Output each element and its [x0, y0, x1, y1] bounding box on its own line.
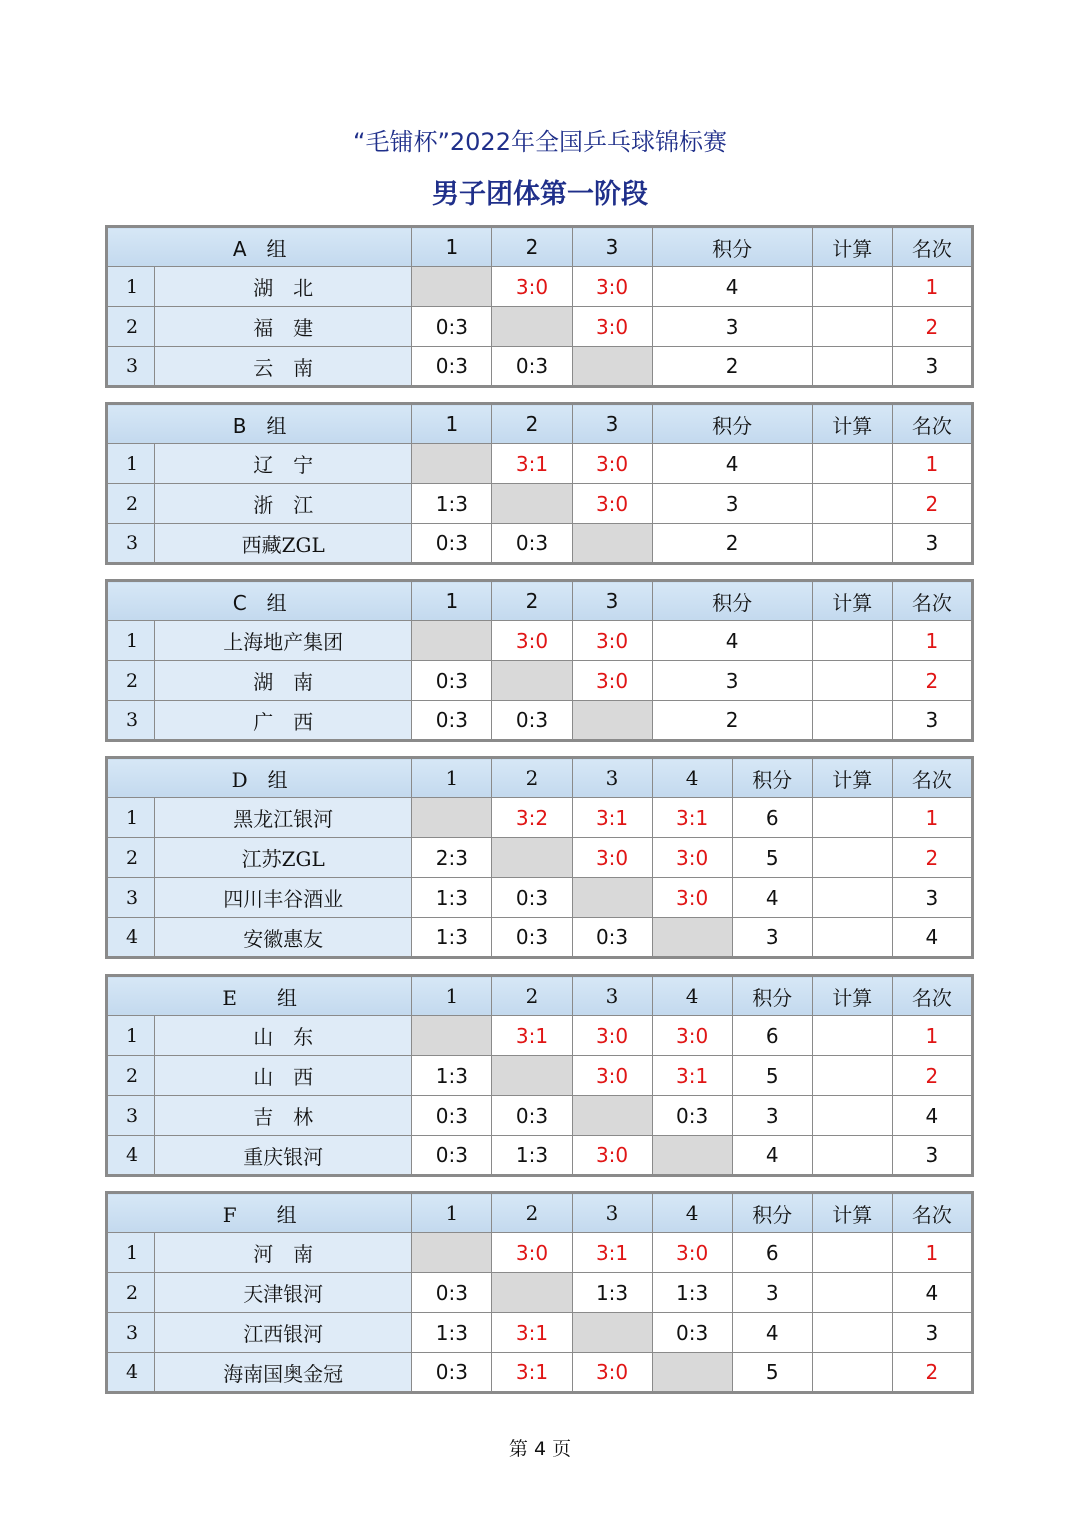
calc-value — [812, 1313, 892, 1353]
self-match-cell — [492, 838, 572, 878]
header-opponent-2: 2 — [492, 404, 572, 444]
header-opponent-3: 3 — [572, 227, 652, 267]
table-row — [107, 1313, 973, 1353]
points-value: 2 — [652, 347, 812, 387]
calc-value — [812, 1016, 892, 1056]
self-match-cell — [492, 1273, 572, 1313]
points-value: 4 — [732, 1313, 812, 1353]
match-score: 3:1 — [492, 1313, 572, 1353]
team-name: 福 建 — [155, 307, 412, 347]
header-opponent-1: 1 — [412, 976, 492, 1016]
match-score: 1:3 — [652, 1273, 732, 1313]
match-score: 1:3 — [412, 918, 492, 958]
calc-value — [812, 484, 892, 524]
header-opponent-3: 3 — [572, 1193, 652, 1233]
match-score: 0:3 — [412, 1353, 492, 1393]
points-value: 2 — [652, 701, 812, 741]
team-name: 西藏ZGL — [155, 524, 412, 564]
team-name: 江苏ZGL — [155, 838, 412, 878]
self-match-cell — [572, 347, 652, 387]
calc-value — [812, 1096, 892, 1136]
rank-value: 3 — [892, 347, 972, 387]
calc-value — [812, 347, 892, 387]
header-points: 积分 — [732, 1193, 812, 1233]
calc-value — [812, 444, 892, 484]
self-match-cell — [492, 661, 572, 701]
rank-value: 3 — [892, 701, 972, 741]
group-name: E 组 — [107, 976, 412, 1016]
seed-number: 1 — [107, 798, 155, 838]
calc-value — [812, 1353, 892, 1393]
table-row — [107, 444, 973, 484]
header-points: 积分 — [652, 227, 812, 267]
match-score: 1:3 — [412, 1056, 492, 1096]
match-score: 0:3 — [492, 524, 572, 564]
points-value: 3 — [732, 1273, 812, 1313]
match-score: 3:0 — [492, 1233, 572, 1273]
match-score: 3:0 — [572, 661, 652, 701]
seed-number: 1 — [107, 444, 155, 484]
table-row — [107, 1273, 973, 1313]
match-score: 3:1 — [492, 1016, 572, 1056]
calc-value — [812, 1273, 892, 1313]
rank-value: 2 — [892, 661, 972, 701]
match-score: 0:3 — [572, 918, 652, 958]
seed-number: 4 — [107, 1136, 155, 1176]
match-score: 3:0 — [572, 484, 652, 524]
rank-value: 4 — [892, 1273, 972, 1313]
seed-number: 3 — [107, 1313, 155, 1353]
calc-value — [812, 798, 892, 838]
group-header-row — [107, 758, 973, 798]
header-opponent-4: 4 — [652, 758, 732, 798]
team-name: 山 西 — [155, 1056, 412, 1096]
seed-number: 3 — [107, 701, 155, 741]
table-row — [107, 1096, 973, 1136]
team-name: 云 南 — [155, 347, 412, 387]
header-rank: 名次 — [892, 976, 972, 1016]
calc-value — [812, 918, 892, 958]
header-calc: 计算 — [812, 758, 892, 798]
points-value: 5 — [732, 1353, 812, 1393]
header-opponent-3: 3 — [572, 404, 652, 444]
self-match-cell — [492, 484, 572, 524]
match-score: 1:3 — [412, 878, 492, 918]
group-e-table — [105, 974, 974, 1177]
match-score: 3:0 — [572, 307, 652, 347]
table-row — [107, 918, 973, 958]
self-match-cell — [572, 524, 652, 564]
self-match-cell — [572, 1313, 652, 1353]
header-points: 积分 — [652, 581, 812, 621]
self-match-cell — [412, 1233, 492, 1273]
match-score: 3:0 — [652, 1016, 732, 1056]
header-rank: 名次 — [892, 1193, 972, 1233]
match-score: 3:1 — [572, 1233, 652, 1273]
self-match-cell — [412, 621, 492, 661]
match-score: 0:3 — [412, 524, 492, 564]
header-opponent-1: 1 — [412, 1193, 492, 1233]
match-score: 0:3 — [492, 1096, 572, 1136]
points-value: 3 — [732, 1096, 812, 1136]
header-opponent-1: 1 — [412, 227, 492, 267]
page-number: 第 4 页 — [508, 1438, 572, 1460]
points-value: 4 — [732, 878, 812, 918]
group-b-table — [105, 402, 974, 565]
match-score: 3:0 — [572, 1353, 652, 1393]
rank-value: 3 — [892, 1313, 972, 1353]
header-points: 积分 — [732, 976, 812, 1016]
team-name: 天津银河 — [155, 1273, 412, 1313]
rank-value: 2 — [892, 307, 972, 347]
match-score: 0:3 — [412, 307, 492, 347]
header-calc: 计算 — [812, 581, 892, 621]
points-value: 6 — [732, 1016, 812, 1056]
self-match-cell — [412, 1016, 492, 1056]
seed-number: 3 — [107, 347, 155, 387]
header-points: 积分 — [652, 404, 812, 444]
points-value: 3 — [652, 484, 812, 524]
team-name: 海南国奥金冠 — [155, 1353, 412, 1393]
points-value: 4 — [652, 621, 812, 661]
table-row — [107, 1233, 973, 1273]
table-row — [107, 878, 973, 918]
match-score: 3:1 — [572, 798, 652, 838]
match-score: 0:3 — [412, 661, 492, 701]
group-name: F 组 — [107, 1193, 412, 1233]
team-name: 浙 江 — [155, 484, 412, 524]
header-opponent-2: 2 — [492, 1193, 572, 1233]
match-score: 0:3 — [492, 918, 572, 958]
table-row — [107, 1016, 973, 1056]
table-row — [107, 798, 973, 838]
header-opponent-2: 2 — [492, 976, 572, 1016]
header-calc: 计算 — [812, 1193, 892, 1233]
match-score: 1:3 — [572, 1273, 652, 1313]
group-name: B 组 — [107, 404, 412, 444]
match-score: 3:1 — [652, 798, 732, 838]
rank-value: 1 — [892, 444, 972, 484]
self-match-cell — [492, 307, 572, 347]
header-points: 积分 — [732, 758, 812, 798]
team-name: 湖 北 — [155, 267, 412, 307]
table-row — [107, 307, 973, 347]
rank-value: 2 — [892, 1353, 972, 1393]
header-rank: 名次 — [892, 581, 972, 621]
group-header-row — [107, 227, 973, 267]
page-title: “毛铺杯”2022年全国乒乓球锦标赛 — [353, 128, 727, 156]
points-value: 4 — [732, 1136, 812, 1176]
header-opponent-1: 1 — [412, 581, 492, 621]
header-rank: 名次 — [892, 758, 972, 798]
self-match-cell — [652, 1353, 732, 1393]
match-score: 3:0 — [572, 1056, 652, 1096]
calc-value — [812, 838, 892, 878]
match-score: 0:3 — [412, 1273, 492, 1313]
group-header-row — [107, 1193, 973, 1233]
group-a-table — [105, 225, 974, 388]
match-score: 3:0 — [572, 621, 652, 661]
seed-number: 3 — [107, 524, 155, 564]
table-row — [107, 347, 973, 387]
match-score: 0:3 — [412, 1136, 492, 1176]
header-opponent-3: 3 — [572, 758, 652, 798]
match-score: 3:1 — [652, 1056, 732, 1096]
seed-number: 2 — [107, 838, 155, 878]
seed-number: 2 — [107, 307, 155, 347]
match-score: 0:3 — [652, 1313, 732, 1353]
seed-number: 1 — [107, 1233, 155, 1273]
calc-value — [812, 621, 892, 661]
self-match-cell — [572, 878, 652, 918]
header-opponent-2: 2 — [492, 758, 572, 798]
rank-value: 2 — [892, 838, 972, 878]
self-match-cell — [652, 918, 732, 958]
header-opponent-1: 1 — [412, 758, 492, 798]
points-value: 3 — [652, 661, 812, 701]
table-row — [107, 621, 973, 661]
calc-value — [812, 1136, 892, 1176]
rank-value: 3 — [892, 878, 972, 918]
self-match-cell — [412, 798, 492, 838]
header-rank: 名次 — [892, 404, 972, 444]
group-name: D 组 — [107, 758, 412, 798]
points-value: 6 — [732, 798, 812, 838]
match-score: 3:0 — [572, 838, 652, 878]
seed-number: 2 — [107, 661, 155, 701]
rank-value: 1 — [892, 1233, 972, 1273]
seed-number: 4 — [107, 918, 155, 958]
rank-value: 4 — [892, 918, 972, 958]
calc-value — [812, 267, 892, 307]
rank-value: 1 — [892, 621, 972, 661]
team-name: 山 东 — [155, 1016, 412, 1056]
rank-value: 1 — [892, 798, 972, 838]
match-score: 0:3 — [492, 701, 572, 741]
header-opponent-4: 4 — [652, 976, 732, 1016]
match-score: 0:3 — [492, 878, 572, 918]
match-score: 3:0 — [572, 444, 652, 484]
header-opponent-4: 4 — [652, 1193, 732, 1233]
calc-value — [812, 307, 892, 347]
header-opponent-3: 3 — [572, 581, 652, 621]
team-name: 安徽惠友 — [155, 918, 412, 958]
group-d-table — [105, 756, 974, 959]
table-row — [107, 701, 973, 741]
calc-value — [812, 524, 892, 564]
match-score: 0:3 — [652, 1096, 732, 1136]
calc-value — [812, 701, 892, 741]
page-subtitle: 男子团体第一阶段 — [432, 179, 648, 210]
seed-number: 2 — [107, 484, 155, 524]
match-score: 3:1 — [492, 1353, 572, 1393]
calc-value — [812, 661, 892, 701]
group-header-row — [107, 976, 973, 1016]
team-name: 河 南 — [155, 1233, 412, 1273]
table-row — [107, 661, 973, 701]
seed-number: 1 — [107, 267, 155, 307]
rank-value: 3 — [892, 524, 972, 564]
group-f-table — [105, 1191, 974, 1394]
team-name: 辽 宁 — [155, 444, 412, 484]
table-row — [107, 267, 973, 307]
match-score: 2:3 — [412, 838, 492, 878]
match-score: 0:3 — [492, 347, 572, 387]
seed-number: 1 — [107, 621, 155, 661]
seed-number: 1 — [107, 1016, 155, 1056]
match-score: 3:0 — [572, 267, 652, 307]
group-name: A 组 — [107, 227, 412, 267]
rank-value: 2 — [892, 1056, 972, 1096]
match-score: 0:3 — [412, 347, 492, 387]
points-value: 4 — [652, 444, 812, 484]
match-score: 3:0 — [652, 838, 732, 878]
self-match-cell — [652, 1136, 732, 1176]
header-opponent-1: 1 — [412, 404, 492, 444]
team-name: 重庆银河 — [155, 1136, 412, 1176]
match-score: 1:3 — [492, 1136, 572, 1176]
table-row — [107, 524, 973, 564]
points-value: 5 — [732, 838, 812, 878]
team-name: 湖 南 — [155, 661, 412, 701]
match-score: 0:3 — [412, 1096, 492, 1136]
points-value: 3 — [732, 918, 812, 958]
header-opponent-3: 3 — [572, 976, 652, 1016]
group-header-row — [107, 581, 973, 621]
group-c-table — [105, 579, 974, 742]
seed-number: 3 — [107, 1096, 155, 1136]
match-score: 3:0 — [492, 267, 572, 307]
rank-value: 1 — [892, 267, 972, 307]
self-match-cell — [492, 1056, 572, 1096]
seed-number: 4 — [107, 1353, 155, 1393]
match-score: 3:0 — [572, 1136, 652, 1176]
header-opponent-2: 2 — [492, 581, 572, 621]
header-calc: 计算 — [812, 404, 892, 444]
header-opponent-2: 2 — [492, 227, 572, 267]
rank-value: 1 — [892, 1016, 972, 1056]
points-value: 5 — [732, 1056, 812, 1096]
match-score: 3:0 — [492, 621, 572, 661]
seed-number: 3 — [107, 878, 155, 918]
self-match-cell — [572, 1096, 652, 1136]
table-row — [107, 1056, 973, 1096]
points-value: 4 — [652, 267, 812, 307]
group-name: C 组 — [107, 581, 412, 621]
seed-number: 2 — [107, 1056, 155, 1096]
team-name: 四川丰谷酒业 — [155, 878, 412, 918]
points-value: 3 — [652, 307, 812, 347]
match-score: 3:1 — [492, 444, 572, 484]
team-name: 上海地产集团 — [155, 621, 412, 661]
seed-number: 2 — [107, 1273, 155, 1313]
match-score: 1:3 — [412, 484, 492, 524]
match-score: 0:3 — [412, 701, 492, 741]
rank-value: 2 — [892, 484, 972, 524]
match-score: 3:0 — [572, 1016, 652, 1056]
self-match-cell — [412, 267, 492, 307]
table-row — [107, 838, 973, 878]
team-name: 黑龙江银河 — [155, 798, 412, 838]
match-score: 3:0 — [652, 1233, 732, 1273]
match-score: 3:0 — [652, 878, 732, 918]
rank-value: 3 — [892, 1136, 972, 1176]
group-header-row — [107, 404, 973, 444]
header-rank: 名次 — [892, 227, 972, 267]
table-row — [107, 484, 973, 524]
rank-value: 4 — [892, 1096, 972, 1136]
calc-value — [812, 1056, 892, 1096]
team-name: 江西银河 — [155, 1313, 412, 1353]
table-row — [107, 1353, 973, 1393]
match-score: 3:2 — [492, 798, 572, 838]
points-value: 2 — [652, 524, 812, 564]
calc-value — [812, 878, 892, 918]
points-value: 6 — [732, 1233, 812, 1273]
self-match-cell — [412, 444, 492, 484]
header-calc: 计算 — [812, 976, 892, 1016]
match-score: 1:3 — [412, 1313, 492, 1353]
team-name: 广 西 — [155, 701, 412, 741]
team-name: 吉 林 — [155, 1096, 412, 1136]
self-match-cell — [572, 701, 652, 741]
calc-value — [812, 1233, 892, 1273]
header-calc: 计算 — [812, 227, 892, 267]
table-row — [107, 1136, 973, 1176]
